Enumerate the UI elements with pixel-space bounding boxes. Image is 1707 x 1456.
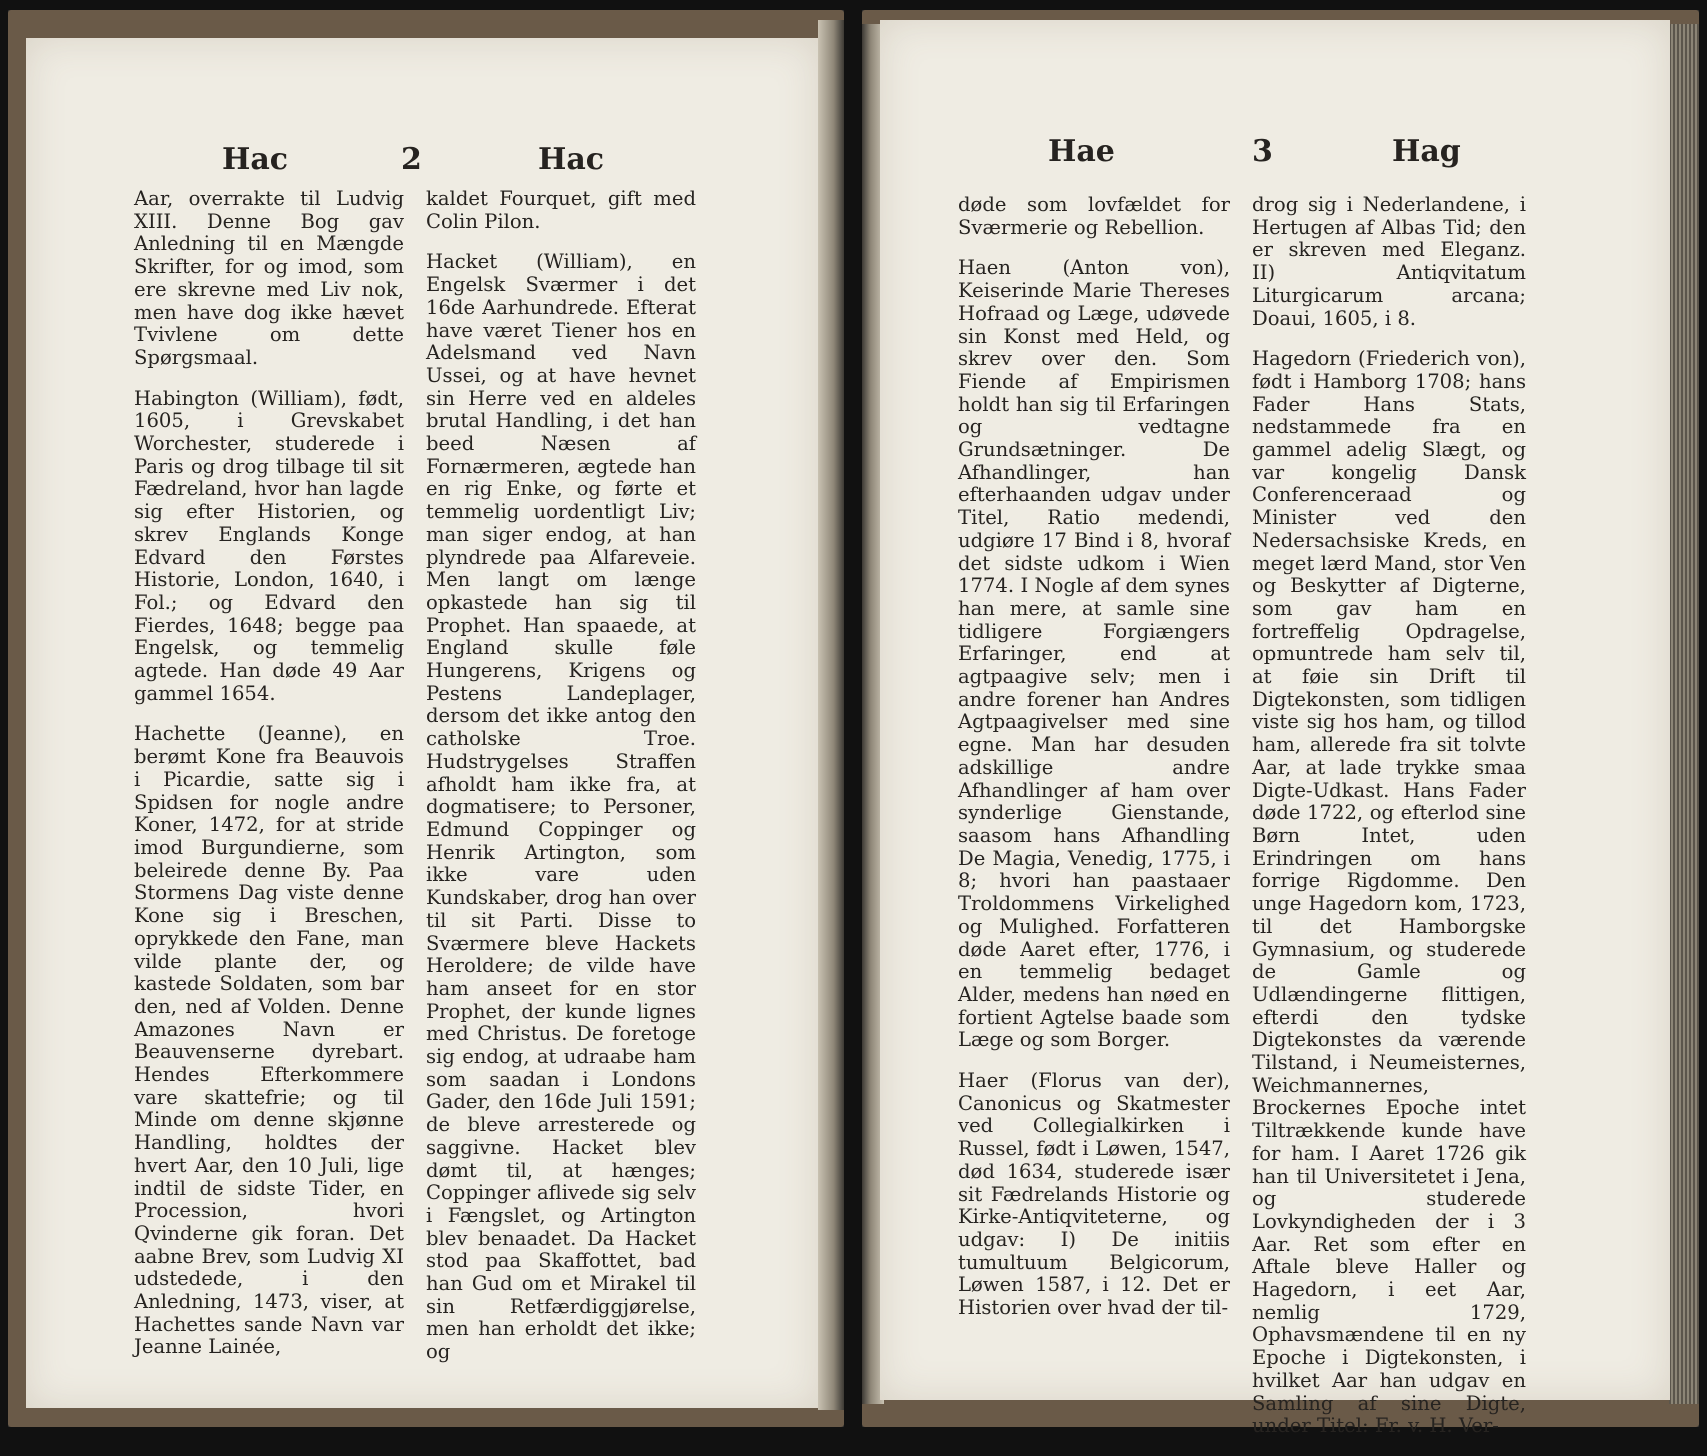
- entry-habington: Habington (William), født, 1605, i Grevskabet Worchester, studerede i Paris og drog tilbage til sit Fædreland, hvor han lagde sig efter Historien, og skrev Englands Konge Edvard den Førstes Historie, London, 1640, i Fol.; og Edvard den Fierdes, 1648; begge paa Engelsk, og temmelig agtede. Han døde 49 Aar gammel 1654.: [134, 386, 404, 705]
- entry-hacket: Hacket (William), en Engelsk Sværmer i det 16de Aarhundrede. Efterat have været Tiener hos en Adelsmand ved Navn Ussei, og at have hevnet sin Herre ved en aldeles brutal Handling, i det han beed Næsen af Fornærmeren, ægtede han en rig Enke, og førte et temmelig uordentligt Liv; man siger endog, at han plyndrede paa Alfareveie. Men langt om længe opkastede han sig til Prophet. Han spaaede, at England skulle føle Hungerens, Krigens og Pestens Landeplager, dersom det ikke antog den catholske Troe. Hudstrygelses Straffen afholdt ham ikke fra, at dogmatisere; to Personer, Edmund Coppinger og Henrik Artington, som ikke vare uden Kundskaber, drog han over til sit Parti. Disse to Sværmere bleve Hackets Heroldere; de vilde have ham anseet for en stor Prophet, der kunde lignes med Christus. De foretoge sig endog, at udraabe ham som saadan i Londons Gader, den 16de Juli 1591; de bleve arresterede og saggivne. Hacket blev dømt til, at hænges; Coppinger aflivede sig selv i Fængslet, og Artington blev benaadet. Da Hacket stod paa Skaffottet, bad han Gud om et Mirakel til sin Retfærdiggjørelse, men han erholdt det ikke; og: [426, 250, 696, 1364]
- right-page: [880, 20, 1670, 1438]
- left-gutter: [818, 20, 844, 1410]
- paragraph: kaldet Fourquet, gift med Colin Pilon.: [426, 187, 696, 233]
- left-header-right: Hac: [538, 142, 605, 177]
- left-page-number: 2: [401, 142, 422, 177]
- entry-haer: Haer (Florus van der), Canonicus og Skatmester ved Collegialkirken i Russel, født i Løwen, 1547, død 1634, studerede især sit Fædrelands Historie og Kirke-Antiqviteterne, og udgav: I) De initiis tumultuum Belgicorum, Løwen 1587, i 12. Det er Historien over hvad der til-: [958, 1069, 1230, 1320]
- paragraph: døde som lovfældet for Sværmerie og Rebellion.: [958, 193, 1230, 239]
- right-page-number: 3: [1252, 134, 1273, 169]
- entry-hachette: Hachette (Jeanne), en berømt Kone fra Beauvois i Picardie, satte sig i Spidsen for nogle andre Koner, 1472, for at stride imod Burgundierne, som beleirede denne By. Paa Stormens Dag viste denne Kone sig i Breschen, oprykkede den Fane, man vilde plante der, og kastede Soldaten, som bar den, ned af Volden. Denne Amazones Navn er Beauvenserne dyrebart. Hendes Efterkommere vare skattefrie; og til Minde om denne skjønne Handling, holdtes der hvert Aar, den 10 Juli, lige indtil de sidste Tider, en Procession, hvori Qvinderne gik foran. Det aabne Brev, som Ludvig XI udstedede, i den Anledning, 1473, viser, at Hachettes sande Navn var Jeanne Lainée,: [134, 722, 404, 1359]
- right-header-left: Hae: [1048, 134, 1115, 169]
- left-header-left: Hac: [222, 142, 289, 177]
- left-running-header: [26, 142, 818, 182]
- right-spread: [862, 10, 1699, 1438]
- paragraph: drog sig i Nederlandene, i Hertugen af Albas Tid; den er skreven med Eleganz. II) Antiqvitatum Liturgicarum arcana; Doaui, 1605, i 8.: [1252, 193, 1526, 330]
- right-header-right: Hag: [1392, 134, 1461, 169]
- right-running-header: [880, 124, 1670, 169]
- entry-haen: Haen (Anton von), Keiserinde Marie Thereses Hofraad og Læge, udøvede sin Konst med Held, og skrev over den. Som Fiende af Empirismen holdt han sig til Erfaringen og vedtagne Grundsætninger. De Afhandlinger, han efterhaanden udgav under Titel, Ratio medendi, udgiøre 17 Bind i 8, hvoraf det sidste udkom i Wien 1774. I Nogle af dem synes han mere, at samle sine tidligere Forgiængers Erfaringer, end at agtpaagive selv; men i andre forener han Andres Agtpaagivelser med sine egne. Man har desuden adskillige andre Afhandlinger af ham over synderlige Gienstande, saasom hans Afhandling De Magia, Venedig, 1775, i 8; hvori han paastaaer Troldommens Virkelighed og Mulighed. Forfatteren døde Aaret efter, 1776, i en temmelig bedaget Alder, medens han nøed en fortient Agtelse baade som Læge og som Borger.: [958, 256, 1230, 1052]
- left-spread: [8, 10, 844, 1427]
- entry-hagedorn: Hagedorn (Friederich von), født i Hamborg 1708; hans Fader Hans Stats, nedstammede fra en gammel adelig Slægt, og var kongelig Dansk Conferenceraad og Minister ved den Nedersachsiske Kreds, en meget lærd Mand, stor Ven og Beskytter af Digterne, som gav ham en fortreffelig Opdragelse, opmuntrede ham selv til, at føie sin Drift til Digtekonsten, som tidligen viste sig hos ham, og tillod ham, allerede fra sit tolvte Aar, at lade trykke smaa Digte-Udkast. Hans Fader døde 1722, og efterlod sine Børn Intet, uden Erindringen om hans forrige Rigdomme. Den unge Hagedorn kom, 1723, til det Hamborgske Gymnasium, og studerede de Gamle og Udlændingerne flittigen, efterdi den tydske Digtekonstes da værende Tilstand, i Neumeisternes, Weichmannernes, Brockernes Epoche intet Tiltrækkende kunde have for ham. I Aaret 1726 gik han til Universitetet i Jena, og studerede Lovkyndigheden der i 3 Aar. Ret som efter en Aftale bleve Haller og Hagedorn, i eet Aar, nemlig 1729, Ophavsmændene til en ny Epoche i Digtekonsten, i hvilket Aar han udgav en Samling af sine Digte, under Titel: Fr. v. H. Ver-: [1252, 347, 1526, 1438]
- right-column-2: [1252, 194, 1526, 1456]
- left-page: [26, 38, 818, 1408]
- right-column-1: [958, 194, 1230, 1338]
- left-column-2: [426, 188, 696, 1382]
- left-column-1: [134, 188, 404, 1377]
- right-page-edges: [1669, 24, 1699, 1404]
- paragraph: Aar, overrakte til Ludvig XIII. Denne Bog gav Anledning til en Mængde Skrifter, for og imod, som ere skrevne med Liv nok, men have dog ikke hævet Tvivlene om dette Spørgsmaal.: [134, 187, 404, 369]
